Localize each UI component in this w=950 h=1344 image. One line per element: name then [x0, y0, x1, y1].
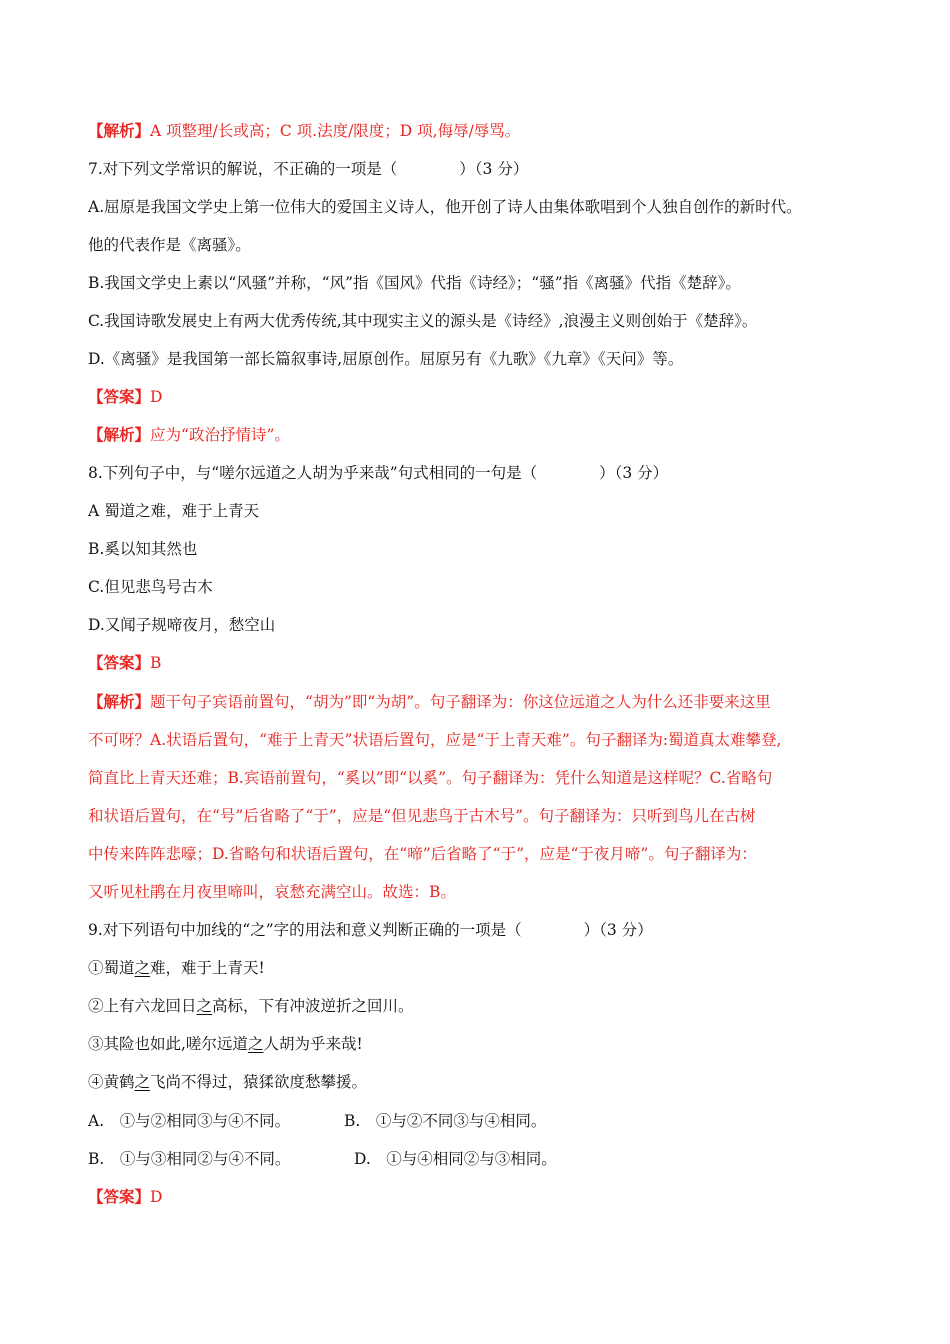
- q8-analysis-line2: 不可呀？A.状语后置句，“难于上青天”状语后置句，应是“于上青天难”。句子翻译为:蜀道真太难攀登,: [88, 731, 782, 749]
- q9-sentence-3: [88, 1033, 363, 1055]
- analysis-text: 题干句子宾语前置句，“胡为”即“为胡”。句子翻译为：你这位远道之人为什么还非要来这里: [150, 693, 771, 711]
- q8-analysis-line6: 又听见杜鹃在月夜里啼叫，哀愁充满空山。故选：B。: [88, 883, 456, 901]
- q8-analysis-line5: 中传来阵阵悲嚎；D.省略句和状语后置句，在“啼”后省略了“于”，应是“于夜月啼”。句子翻译为：: [88, 845, 757, 863]
- q9-option-d: D. ①与④相同②与③相同。: [354, 1150, 557, 1168]
- q7-option-d: D.《离骚》是我国第一部长篇叙事诗,屈原创作。屈原另有《九歌》《九章》《天问》等。: [88, 350, 684, 368]
- analysis-label: 【解析】: [88, 121, 151, 140]
- sentence-text: 高标，下有冲波逆折之回川。: [212, 997, 414, 1015]
- underlined-zhi: 之: [134, 959, 151, 977]
- q9-options-row1: [88, 1110, 788, 1132]
- underlined-zhi: 之: [196, 997, 213, 1015]
- analysis-text: 应为“政治抒情诗”。: [150, 426, 290, 444]
- q8-option-c: C.但见悲鸟号古木: [88, 578, 213, 596]
- q9-sentence-1: [88, 957, 265, 979]
- q9-sentence-4: [88, 1071, 367, 1093]
- answer-label: 【答案】: [88, 387, 151, 406]
- q7-answer: [88, 386, 162, 408]
- q9-option-a: A. ①与②相同③与④不同。: [88, 1112, 291, 1130]
- sentence-text: ②上有六龙回日: [88, 997, 197, 1015]
- q7-option-a-line2: 他的代表作是《离骚》。: [88, 236, 251, 254]
- q9-sentence-2: [88, 995, 414, 1017]
- q9-option-b2: B. ①与③相同②与④不同。: [88, 1150, 291, 1168]
- sentence-text: 飞尚不得过，猿猱欲度愁攀援。: [150, 1073, 368, 1091]
- sentence-text: 难，难于上青天!: [150, 959, 265, 977]
- underlined-zhi: 之: [134, 1073, 151, 1091]
- q8-answer: [88, 652, 161, 674]
- q7-option-c: C.我国诗歌发展史上有两大优秀传统,其中现实主义的源头是《诗经》,浪漫主义则创始于《楚辞》。: [88, 312, 758, 330]
- q7-option-b: B.我国文学史上素以“风骚”并称，“风”指《国风》代指《诗经》；“骚”指《离骚》代指《楚辞》。: [88, 274, 741, 292]
- analysis-label: 【解析】: [88, 425, 151, 444]
- answer-label: 【答案】: [88, 653, 151, 672]
- q9-answer: [88, 1186, 162, 1208]
- analysis-label: 【解析】: [88, 692, 151, 711]
- q9-option-b1: B. ①与②不同③与④相同。: [344, 1112, 547, 1130]
- analysis-text: A 项整理/长或高；C 项.法度/限度；D 项,侮辱/辱骂。: [150, 122, 521, 140]
- q8-option-d: D.又闻子规啼夜月，愁空山: [88, 616, 276, 634]
- answer-value: D: [150, 1188, 163, 1206]
- q9-options-row2: [88, 1148, 788, 1170]
- answer-value: D: [150, 388, 163, 406]
- sentence-text: ④黄鹤: [88, 1073, 135, 1091]
- q8-analysis-line4: 和状语后置句，在“号”后省略了“于”，应是“但见悲鸟于古木号”。句子翻译为：只听到鸟儿在古树: [88, 807, 756, 825]
- q7-analysis: [88, 424, 290, 446]
- q8-analysis-line1: [88, 691, 771, 713]
- q8-option-a: A 蜀道之难，难于上青天: [88, 502, 260, 520]
- sentence-text: ③其险也如此,嗟尔远道: [88, 1035, 248, 1053]
- sentence-text: 人胡为乎来哉!: [263, 1035, 363, 1053]
- q6-analysis: [88, 120, 520, 142]
- answer-label: 【答案】: [88, 1187, 151, 1206]
- q7-stem: 7.对下列文学常识的解说，不正确的一项是（ ）（3 分）: [88, 160, 529, 178]
- q9-stem: 9.对下列语句中加线的“之”字的用法和意义判断正确的一项是（ ）（3 分）: [88, 921, 653, 939]
- q8-stem: 8.下列句子中，与“嗟尔远道之人胡为乎来哉”句式相同的一句是（ ）（3 分）: [88, 464, 669, 482]
- q8-option-b: B.奚以知其然也: [88, 540, 198, 558]
- underlined-zhi: 之: [247, 1035, 264, 1053]
- q7-option-a-line1: A.屈原是我国文学史上第一位伟大的爱国主义诗人，他开创了诗人由集体歌唱到个人独自创作的新时代。: [88, 198, 802, 216]
- sentence-text: ①蜀道: [88, 959, 135, 977]
- answer-value: B: [150, 654, 162, 672]
- q8-analysis-line3: 简直比上青天还难；B.宾语前置句，“奚以”即“以奚”。句子翻译为：凭什么知道是这样呢？C.省略句: [88, 769, 773, 787]
